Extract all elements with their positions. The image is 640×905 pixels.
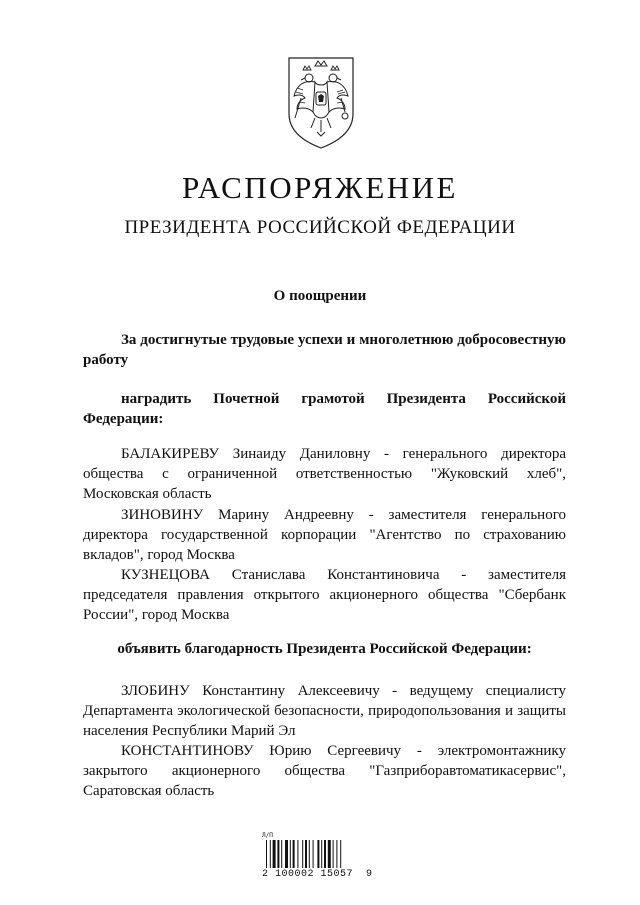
award-heading: наградить Почетной грамотой Президента Российской Федерации:: [83, 391, 566, 427]
recipient-surname: ЗИНОВИНУ: [121, 507, 204, 523]
thanks-recipient-2: [83, 741, 566, 801]
document-subject: О поощрении: [273, 288, 367, 304]
recipient-surname: БАЛАКИРЕВУ: [121, 446, 220, 462]
recipient-surname: КОНСТАНТИНОВУ: [121, 743, 254, 759]
award-recipient-1: [83, 444, 566, 504]
recipient-details: Станислава Константиновича - заместителя председателя правления открытого акционерного общества "Сбербанк России", город Москва: [83, 567, 567, 623]
award-recipient-3: [83, 565, 566, 625]
award-recipient-2: [83, 505, 566, 565]
recipient-details: Зинаиду Даниловну - генерального директора общества с ограниченной ответственностью "Жуковский хлеб", Московская область: [83, 446, 567, 502]
thanks-heading: объявить благодарность Президента Российской Федерации:: [117, 641, 532, 657]
recipient-details: Марину Андреевну - заместителя генерального директора государственной корпорации "Агентство по страхованию вкладов", город Москва: [83, 507, 566, 563]
state-emblem-icon: [285, 52, 357, 150]
barcode-number: 2 100002 15057 9: [262, 869, 373, 880]
document-subtitle: ПРЕЗИДЕНТА РОССИЙСКОЙ ФЕДЕРАЦИИ: [124, 217, 516, 238]
barcode-mark: Л/П: [262, 832, 273, 839]
recipient-details: Константину Алексеевичу - ведущему специалисту Департамента экологической безопасности, природопользования и защиты населения Республики Марий Эл: [83, 683, 566, 739]
recipient-surname: КУЗНЕЦОВА: [121, 567, 210, 583]
intro-paragraph: За достигнутые трудовые успехи и многолетнюю добросовестную работу: [83, 332, 566, 368]
recipient-details: Юрию Сергеевичу - электромонтажнику закрытого акционерного общества "Газприборавтоматикасервис", Саратовская область: [83, 743, 566, 799]
thanks-recipient-1: [83, 681, 566, 741]
document-title: РАСПОРЯЖЕНИЕ: [182, 170, 458, 205]
recipient-surname: ЗЛОБИНУ: [121, 683, 190, 699]
